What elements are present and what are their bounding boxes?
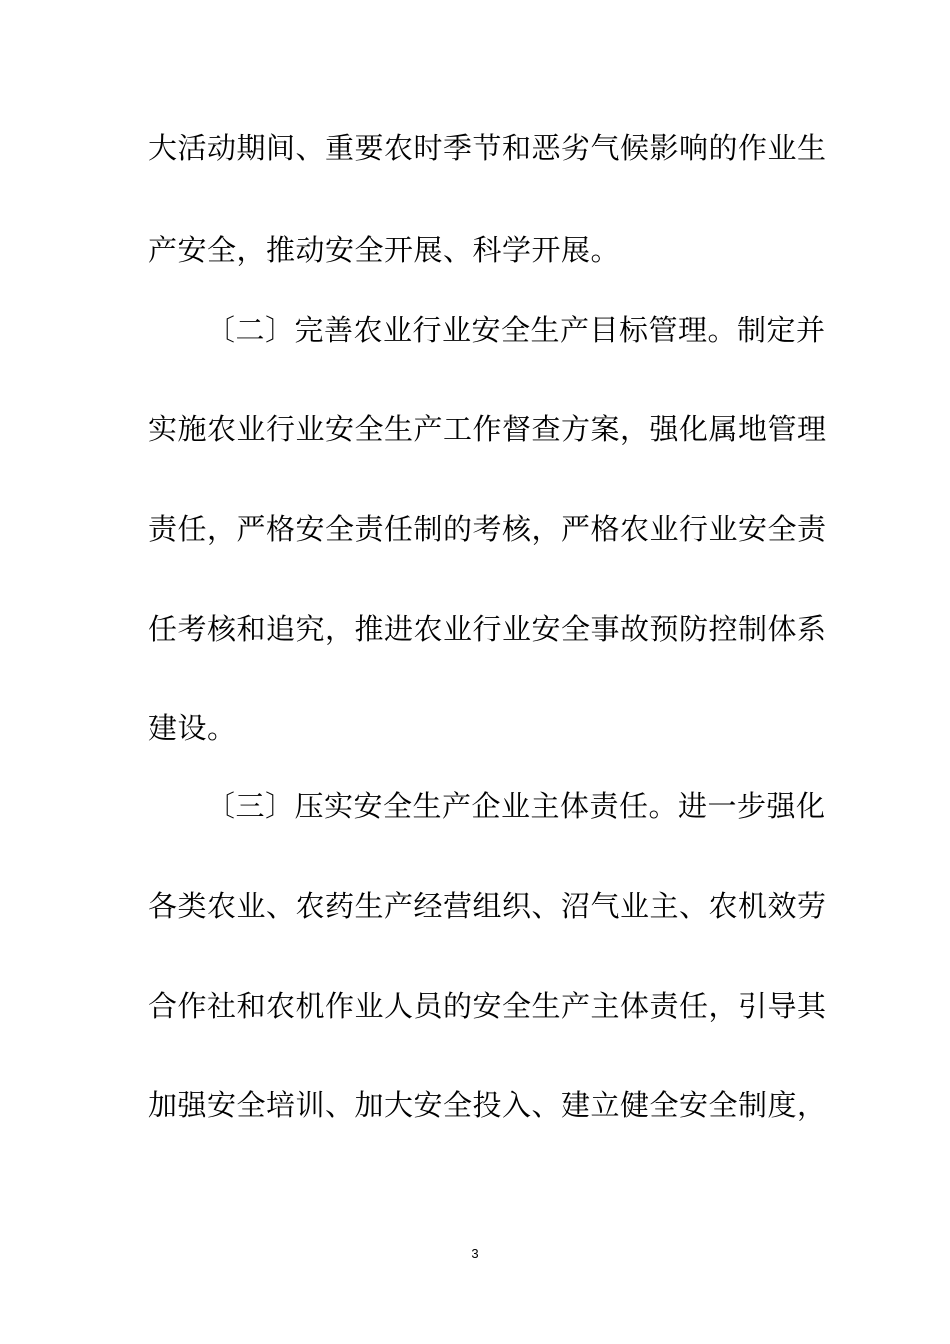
text-line: 任考核和追究，推进农业行业安全事故预防控制体系	[148, 612, 827, 646]
text-line: 合作社和农机作业人员的安全生产主体责任，引导其	[148, 989, 827, 1023]
text-line: 实施农业行业安全生产工作督查方案，强化属地管理	[148, 412, 827, 446]
text-line: 各类农业、农药生产经营组织、沼气业主、农机效劳	[148, 889, 827, 923]
text-line: 建设。	[148, 711, 237, 745]
text-line: 加强安全培训、加大安全投入、建立健全安全制度，	[148, 1088, 827, 1122]
text-line: 大活动期间、重要农时季节和恶劣气候影响的作业生	[148, 131, 827, 165]
text-line: 责任，严格安全责任制的考核，严格农业行业安全责	[148, 512, 827, 546]
paragraph-start-line: 〔三〕压实安全生产企业主体责任。进一步强化	[206, 789, 826, 823]
text-line: 产安全，推动安全开展、科学开展。	[148, 233, 621, 267]
page-number: 3	[471, 1246, 479, 1261]
paragraph-start-line: 〔二〕完善农业行业安全生产目标管理。制定并	[206, 313, 826, 347]
